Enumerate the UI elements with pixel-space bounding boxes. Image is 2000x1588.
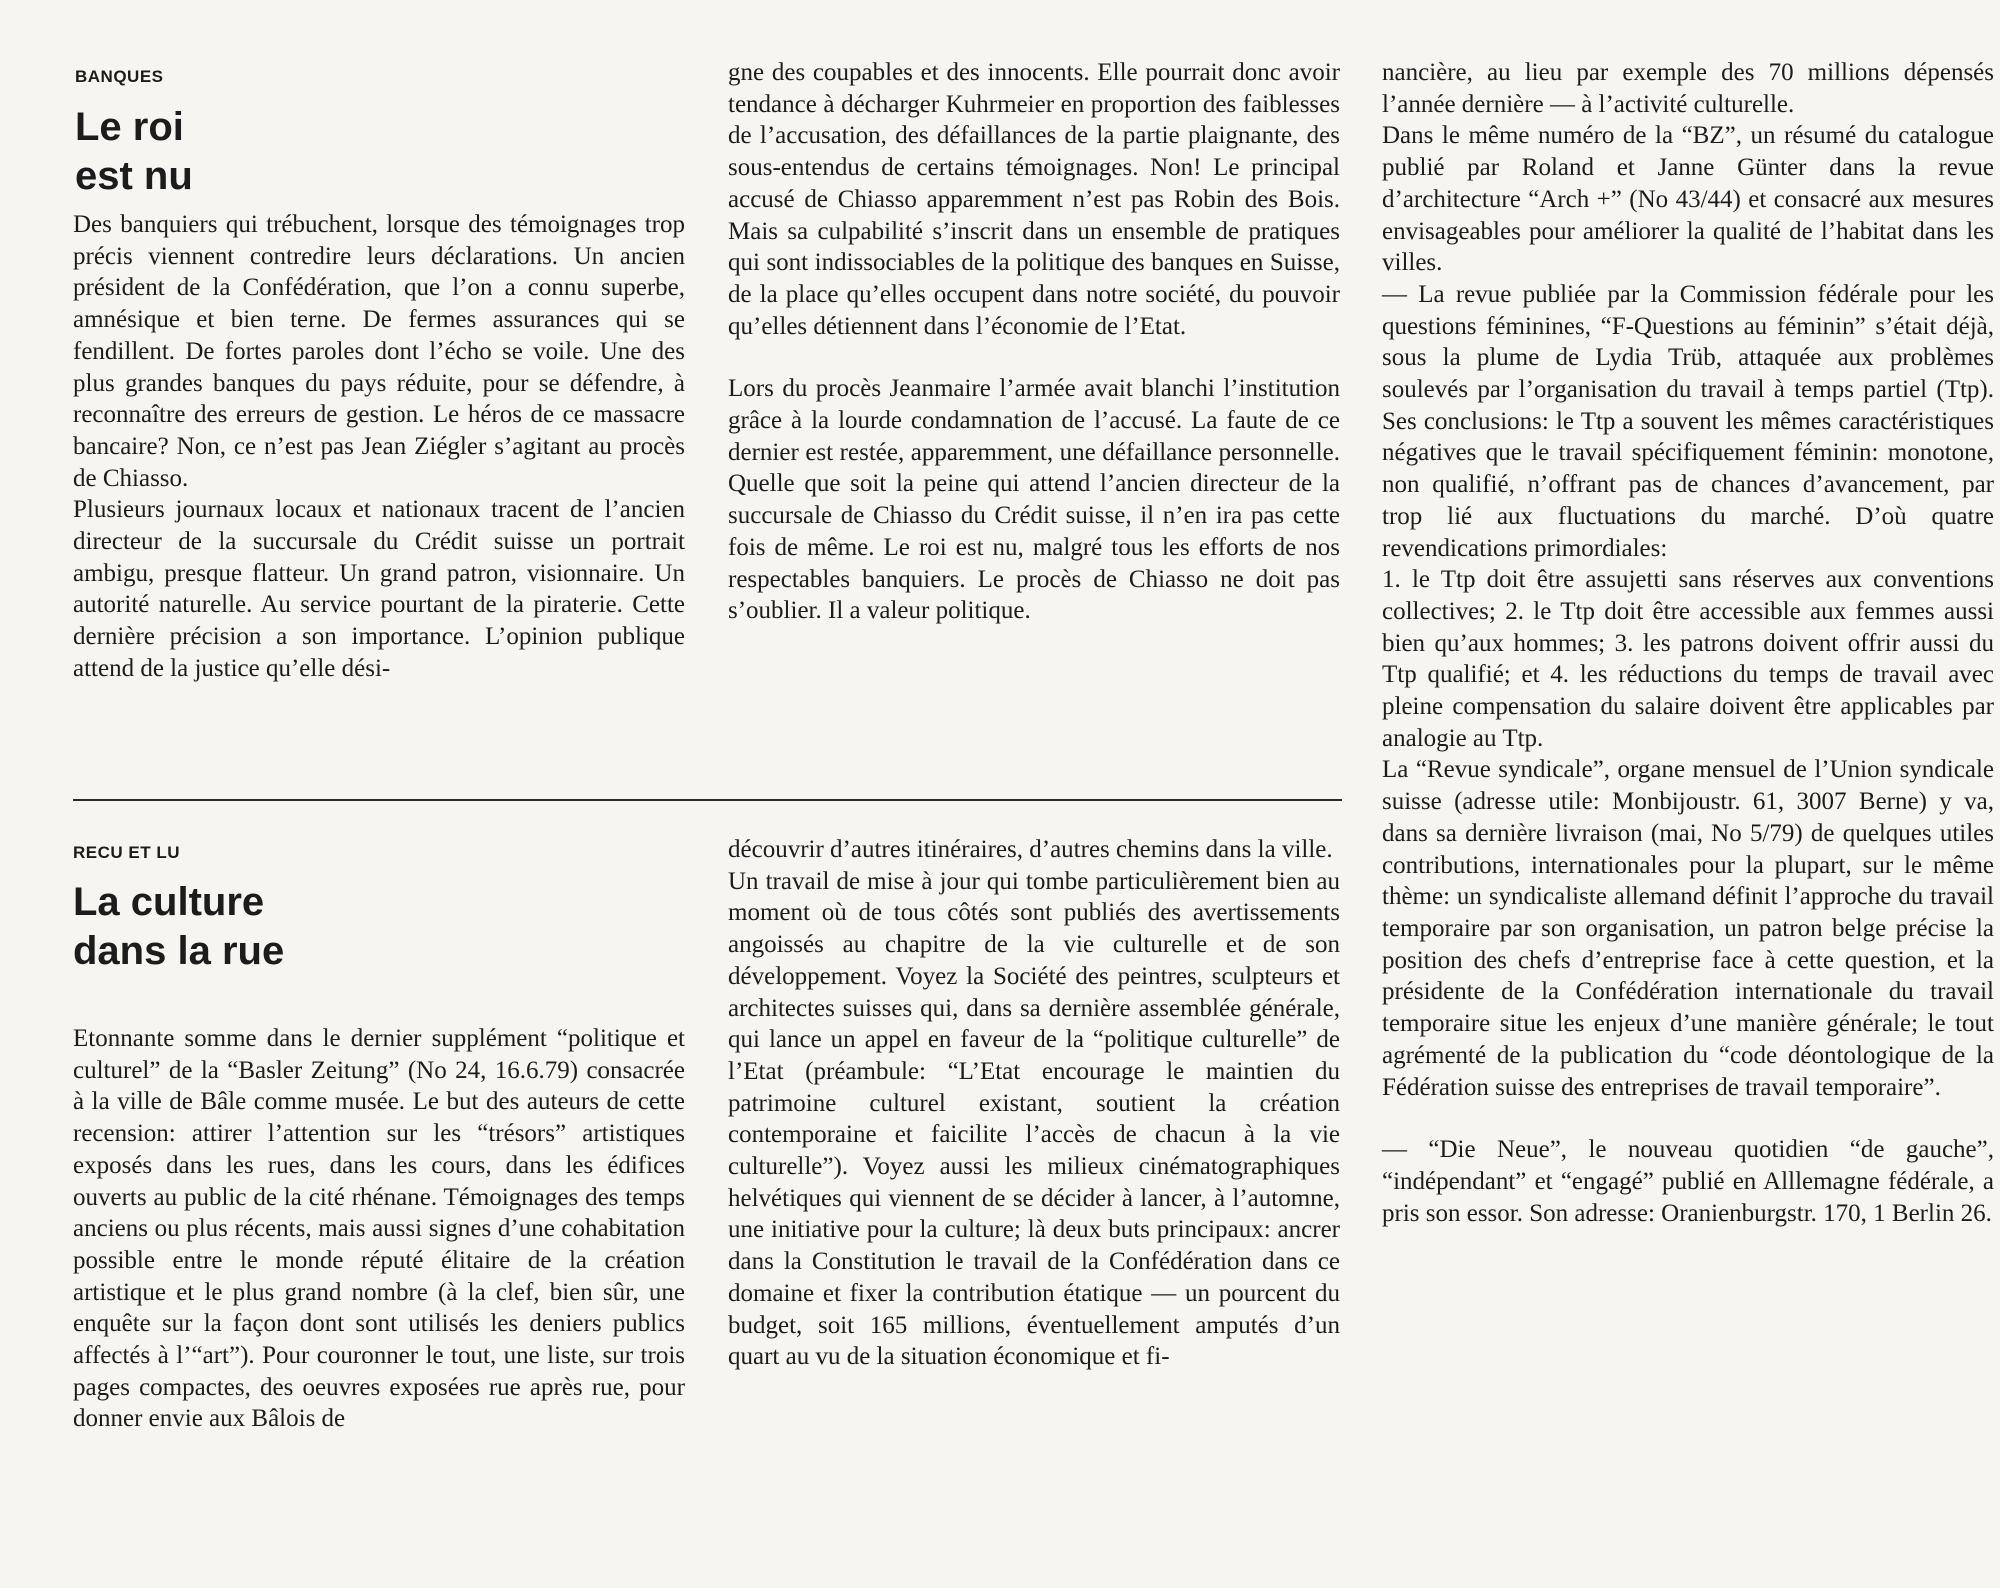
banques-paragraph-2: Plusieurs journaux locaux et nationaux tracent de l’ancien directeur de la succursale du Crédit suisse un portrait ambigu, presque flatteur. Un grand patron, visionnaire. Un autorité naturelle. Au service pourtant de la piraterie. Cette dernière précision a son importance. L’opinion publique attend de la justice qu’elle dési- (73, 496, 685, 682)
culture-column-3 (1382, 57, 1994, 1229)
culture-paragraph-1: Etonnante somme dans le dernier supplément “politique et culturel” de la “Basler Zeitung” (No 24, 16.6.79) consacrée à la ville de Bâle comme musée. Le but des auteurs de cette recension: attirer l’attention sur les “trésors” artistiques exposés dans les rues, dans les cours, dans les édifices ouverts au public de la cité rhénane. Témoignages des temps anciens ou plus récents, mais aussi signes d’une cohabitation possible entre le monde réputé élitaire de la création artistique et le plus grand nombre (à la clef, bien sûr, une enquête sur la façon dont sont utilisés les deniers publics affectés à l’“art”). Pour couronner le tout, une liste, sur trois pages compactes, des oeuvres exposées rue après rue, pour donner envie aux Bâlois de (73, 1025, 685, 1433)
culture-paragraph-6: — La revue publiée par la Commission fédérale pour les questions féminines, “F-Questions au féminin” s’était déjà, sous la plume de Lydia Trüb, attaquée aux problèmes soulevés par l’organisation du travail à temps partiel (Ttp). Ses conclusions: le Ttp a souvent les mêmes caractéristiques négatives que le travail spécifiquement féminin: monotone, non qualifié, n’offrant pas de chances d’avancement, par trop lié aux fluctuations du marché. D’où quatre revendications primordiales: (1382, 280, 1994, 562)
culture-paragraph-8: La “Revue syndicale”, organe mensuel de l’Union syndicale suisse (adresse utile: Monbijoustr. 61, 3007 Berne) y va, dans sa dernière livraison (mai, No 5/79) de quelques utiles contributions, internationales pour la plupart, sur le même thème: un syndicaliste allemand définit l’approche du travail temporaire par son organisation, un patron belge précise la position des chefs d’entreprise face à cette question, et la présidente de la Confédération internationale du travail temporaire situe les enjeux d’une manière générale; le tout agrémenté de la publication du “code déontologique de la Fédération suisse des entreprises de travail temporaire”. (1382, 756, 1994, 1101)
banques-paragraph-3: gne des coupables et des innocents. Elle pourrait donc avoir tendance à décharger Kuhrmeier en proportion des faiblesses de l’accusation, des défaillances de la partie plaignante, des sous-entendus de certains témoignages. Non! Le principal accusé de Chiasso apparemment n’est pas Robin des Bois. Mais sa culpabilité s’inscrit dans un ensemble de pratiques qui sont indissociables de la politique des banques en Suisse, de la place qu’elles occupent dans notre société, du pouvoir qu’elles détiennent dans l’économie de l’Etat. (728, 59, 1340, 340)
banques-title-line1: Le roi (75, 105, 184, 149)
culture-paragraph-3: Un travail de mise à jour qui tombe particulièrement bien au moment où de tous côtés sont publiés des avertissements angoissés au chapitre de la vie culturelle et de son développement. Voyez la Société des peintres, sculpteurs et architectes suisses qui, dans sa dernière assemblée générale, qui lance un appel en faveur de la “politique culturelle” de l’Etat (préambule: “L’Etat encourage le maintien du patrimoine culturel existant, soutient la création contemporaine et faicilite l’accès de chacun à la vie culturelle”). Voyez aussi les milieux cinématographiques helvétiques qui viennent de se décider à lancer, à l’automne, une initiative pour la culture; là deux buts principaux: ancrer dans la Constitution le travail de la Confédération dans ce domaine et fixer la contribution étatique — un pourcent du budget, soit 165 millions, éventuellement amputés d’un quart au vu de la situation économique et fi- (728, 867, 1340, 1371)
banques-column-1 (73, 209, 685, 685)
culture-kicker: RECU ET LU (73, 843, 180, 862)
banques-column-2 (728, 57, 1340, 627)
culture-paragraph-5: Dans le même numéro de la “BZ”, un résumé du catalogue publié par Roland et Janne Günter dans la revue d’architecture “Arch +” (No 43/44) et consacré aux mesures envisageables pour améliorer la qualité de l’habitat dans les villes. (1382, 122, 1994, 277)
paragraph-gap (1382, 1103, 1994, 1134)
banques-title (75, 103, 193, 201)
paragraph-gap (728, 342, 1340, 373)
culture-paragraph-2: découvrir d’autres itinéraires, d’autres chemins dans la ville. (728, 836, 1333, 863)
banques-paragraph-4: Lors du procès Jeanmaire l’armée avait blanchi l’institution grâce à la lourde condamnation de l’accusé. La faute de ce dernier est restée, apparemment, une défaillance personnelle. Quelle que soit la peine qui attend l’ancien directeur de la succursale de Chiasso du Crédit suisse, il n’en ira pas cette fois de même. Le roi est nu, malgré tous les efforts de nos respectables banquiers. Le procès de Chiasso ne doit pas s’oublier. Il a valeur politique. (728, 375, 1340, 625)
culture-title-line2: dans la rue (73, 929, 285, 973)
culture-title (73, 878, 284, 976)
banques-kicker: BANQUES (75, 67, 164, 86)
culture-paragraph-7: 1. le Ttp doit être assujetti sans réserves aux conventions collectives; 2. le Ttp doit être accessible aux femmes aussi bien qu’aux hommes; 3. les patrons doivent offrir aussi du Ttp qualifié; et 4. les réductions du temps de travail avec pleine compensation du salaire doivent être applicables par analogie au Ttp. (1382, 566, 1994, 752)
section-divider (73, 799, 1342, 801)
banques-paragraph-1: Des banquiers qui trébuchent, lorsque des témoignages trop précis viennent contredire leurs déclarations. Un ancien président de la Confédération, que l’on a connu superbe, amnésique et bien terne. De fermes assurances qui se fendillent. De fortes paroles dont l’écho se voile. Une des plus grandes banques du pays réduite, pour se défendre, à reconnaître des erreurs de gestion. Le héros de ce massacre bancaire? Non, ce n’est pas Jean Ziégler s’agitant au procès de Chiasso. (73, 211, 685, 492)
culture-column-1 (73, 1023, 685, 1435)
culture-paragraph-9: — “Die Neue”, le nouveau quotidien “de gauche”, “indépendant” et “engagé” publié en Alllemagne fédérale, a pris son essor. Son adresse: Oranienburgstr. 170, 1 Berlin 26. (1382, 1136, 1994, 1227)
banques-title-line2: est nu (75, 154, 193, 198)
culture-title-line1: La culture (73, 880, 265, 924)
culture-column-2 (728, 834, 1340, 1373)
culture-paragraph-4: nancière, au lieu par exemple des 70 millions dépensés l’année dernière — à l’activité culturelle. (1382, 59, 1994, 118)
